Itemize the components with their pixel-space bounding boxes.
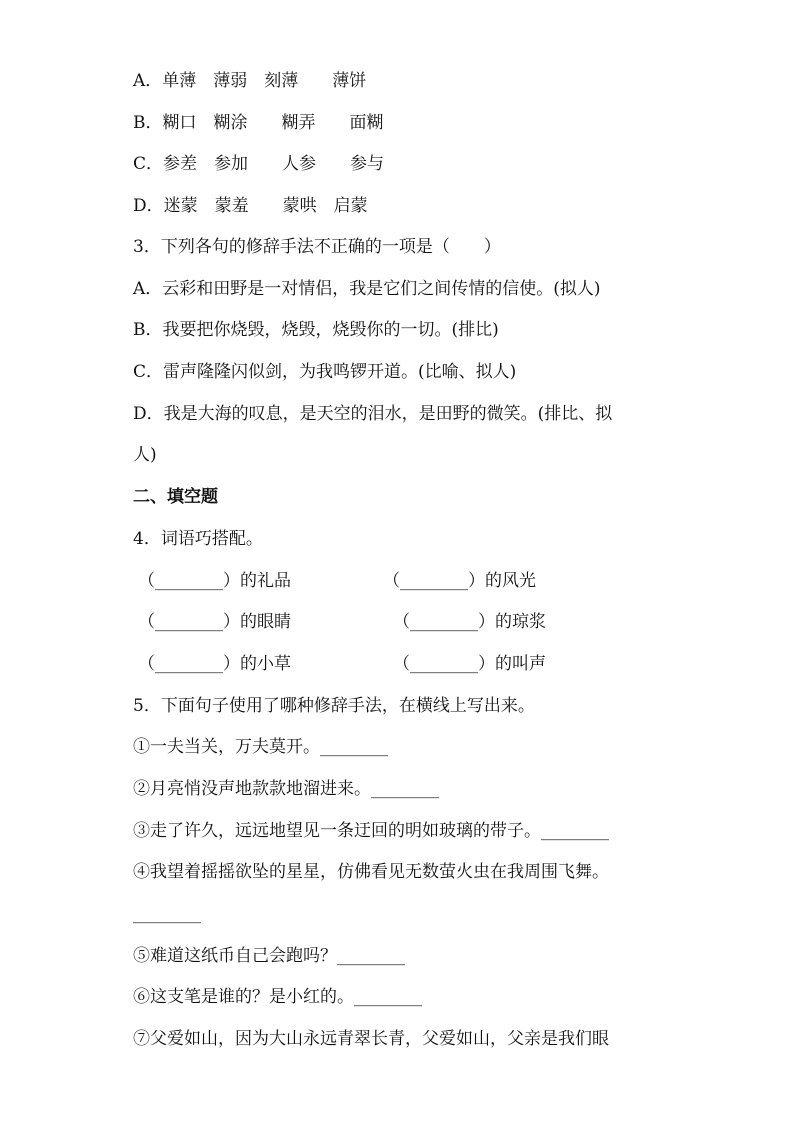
q3-option-d-continued: 人) xyxy=(133,445,157,465)
q4-pair-3-left: （________）的小草 xyxy=(138,654,291,674)
q5-item-4: ④我望着摇摇欲坠的星星，仿佛看见无数萤火虫在我周围飞舞。 xyxy=(133,862,609,882)
q5-item-7: ⑦父爱如山，因为大山永远青翠长青，父爱如山，父亲是我们眼 xyxy=(133,1029,609,1049)
q4-pair-2-right: （________）的琼浆 xyxy=(393,612,546,632)
section-title-fill-in: 二、填空题 xyxy=(133,487,218,507)
q5-item-3: ③走了许久，远远地望见一条迂回的明如玻璃的带子。________ xyxy=(133,821,609,841)
q4-pair-2-left: （________）的眼睛 xyxy=(138,612,291,632)
q4-pair-1-right: （________）的风光 xyxy=(383,571,536,591)
q5-stem: 5．下面句子使用了哪种修辞手法，在横线上写出来。 xyxy=(133,696,535,716)
q3-option-c: C．雷声隆隆闪似剑，为我鸣锣开道。(比喻、拟人) xyxy=(133,362,517,382)
q2-option-d: D．迷蒙 蒙羞 蒙哄 启蒙 xyxy=(133,196,368,216)
q4-pair-1-left: （________）的礼品 xyxy=(138,571,291,591)
q3-option-b: B．我要把你烧毁，烧毁，烧毁你的一切。(排比) xyxy=(133,320,499,340)
q3-option-d: D．我是大海的叹息，是天空的泪水，是田野的微笑。(排比、拟 xyxy=(133,404,613,424)
q5-item-4-blank: ________ xyxy=(133,904,201,924)
q4-pair-3-right: （________）的叫声 xyxy=(393,654,546,674)
q5-item-6: ⑥这支笔是谁的？是小红的。________ xyxy=(133,987,422,1007)
q4-stem: 4．词语巧搭配。 xyxy=(133,529,263,549)
q2-option-b: B．糊口 糊涂 糊弄 面糊 xyxy=(133,113,384,133)
q5-item-5: ⑤难道这纸币自己会跑吗？________ xyxy=(133,946,405,966)
q2-option-c: C．参差 参加 人参 参与 xyxy=(133,154,385,174)
q3-option-a: A．云彩和田野是一对情侣，我是它们之间传情的信使。(拟人) xyxy=(133,279,601,299)
q3-stem: 3．下列各句的修辞手法不正确的一项是（ ） xyxy=(133,237,501,257)
q5-item-2: ②月亮悄没声地款款地溜进来。________ xyxy=(133,779,439,799)
q5-item-1: ①一夫当关，万夫莫开。________ xyxy=(133,737,388,757)
q2-option-a: A．单薄 薄弱 刻薄 薄饼 xyxy=(133,71,367,91)
